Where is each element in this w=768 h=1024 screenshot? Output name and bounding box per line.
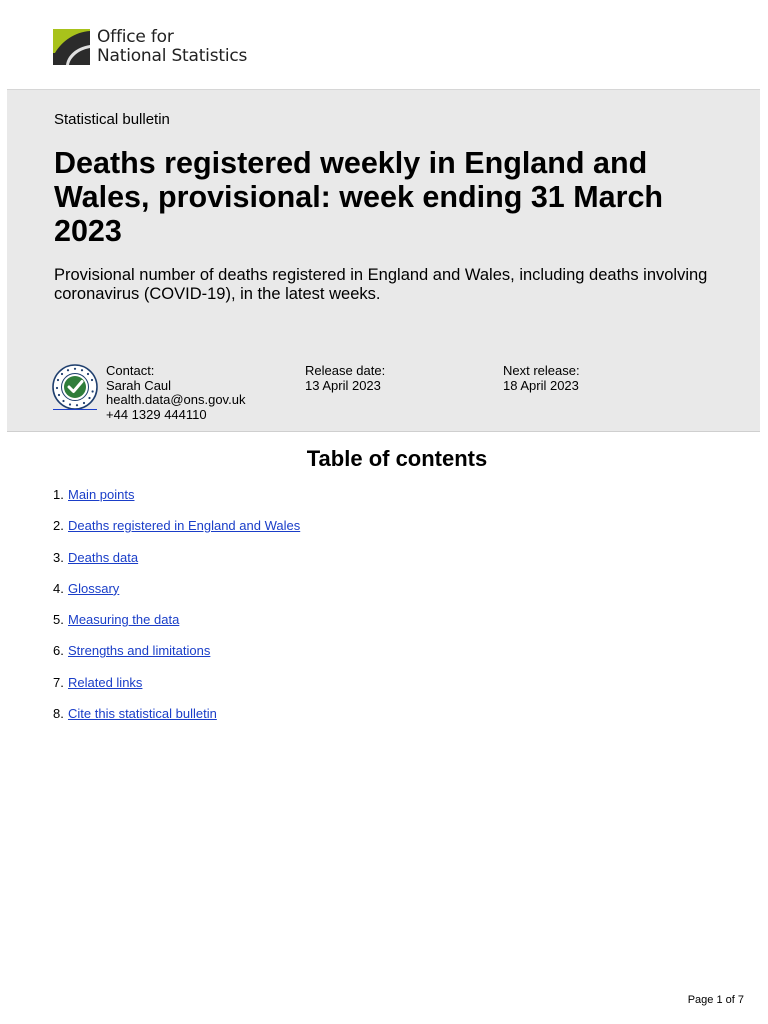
next-release-label: Next release: bbox=[503, 363, 580, 378]
bulletin-summary: Provisional number of deaths registered in England and Wales, including deaths involving coronavirus (COVID-19), in the latest weeks. bbox=[54, 266, 708, 303]
contact-block bbox=[106, 364, 245, 422]
release-date-label: Release date: bbox=[305, 363, 386, 378]
toc-item bbox=[53, 706, 300, 737]
toc-item bbox=[53, 612, 300, 643]
toc-link-measuring-the-data[interactable]: Measuring the data bbox=[68, 612, 180, 628]
toc-item-number: 5. bbox=[53, 612, 64, 628]
toc-link-deaths-data[interactable]: Deaths data bbox=[68, 549, 139, 565]
org-name-line2: National Statistics bbox=[97, 46, 248, 66]
badge-link-underline bbox=[53, 409, 97, 410]
next-release-block bbox=[503, 364, 580, 393]
table-of-contents bbox=[53, 487, 300, 737]
toc-link-glossary[interactable]: Glossary bbox=[68, 580, 120, 596]
toc-item-number: 8. bbox=[53, 706, 64, 722]
toc-item bbox=[53, 643, 300, 674]
toc-item bbox=[53, 518, 300, 549]
contact-email[interactable]: health.data@ons.gov.uk bbox=[106, 392, 246, 407]
ons-logo[interactable] bbox=[53, 28, 247, 66]
toc-link-deaths-registered[interactable]: Deaths registered in England and Wales bbox=[68, 518, 301, 534]
toc-item-number: 7. bbox=[53, 674, 64, 690]
page-title: Deaths registered weekly in England and Wales, provisional: week ending 31 March 2023 bbox=[54, 146, 664, 248]
release-date-block bbox=[305, 364, 385, 393]
org-name-line1: Office for bbox=[97, 27, 174, 47]
toc-link-cite-bulletin[interactable]: Cite this statistical bulletin bbox=[68, 706, 217, 722]
toc-item-number: 2. bbox=[53, 518, 64, 534]
bulletin-type-label: Statistical bulletin bbox=[54, 111, 170, 128]
release-date-value: 13 April 2023 bbox=[305, 377, 381, 393]
toc-item-number: 4. bbox=[53, 580, 64, 596]
toc-link-strengths-and-limitations[interactable]: Strengths and limitations bbox=[68, 643, 211, 659]
toc-item bbox=[53, 487, 300, 518]
toc-link-related-links[interactable]: Related links bbox=[68, 674, 143, 690]
bulletin-header-panel bbox=[7, 89, 760, 345]
page-number: Page 1 of 7 bbox=[687, 994, 744, 1006]
ons-logo-icon bbox=[53, 29, 90, 65]
next-release-value: 18 April 2023 bbox=[503, 377, 579, 393]
toc-item-number: 3. bbox=[53, 549, 64, 565]
contact-phone: +44 1329 444110 bbox=[106, 406, 207, 422]
toc-item bbox=[53, 581, 300, 612]
toc-item bbox=[53, 550, 300, 581]
contact-name: Sarah Caul bbox=[106, 377, 172, 393]
toc-item bbox=[53, 675, 300, 706]
toc-link-main-points[interactable]: Main points bbox=[68, 487, 135, 502]
toc-item-number: 1. bbox=[53, 487, 64, 502]
toc-item-number: 6. bbox=[53, 643, 64, 659]
national-statistics-badge-icon bbox=[52, 364, 98, 410]
ons-logo-wordmark bbox=[97, 28, 247, 66]
contact-label: Contact: bbox=[106, 363, 155, 378]
toc-heading: Table of contents bbox=[306, 446, 488, 471]
release-info-panel bbox=[7, 344, 760, 432]
